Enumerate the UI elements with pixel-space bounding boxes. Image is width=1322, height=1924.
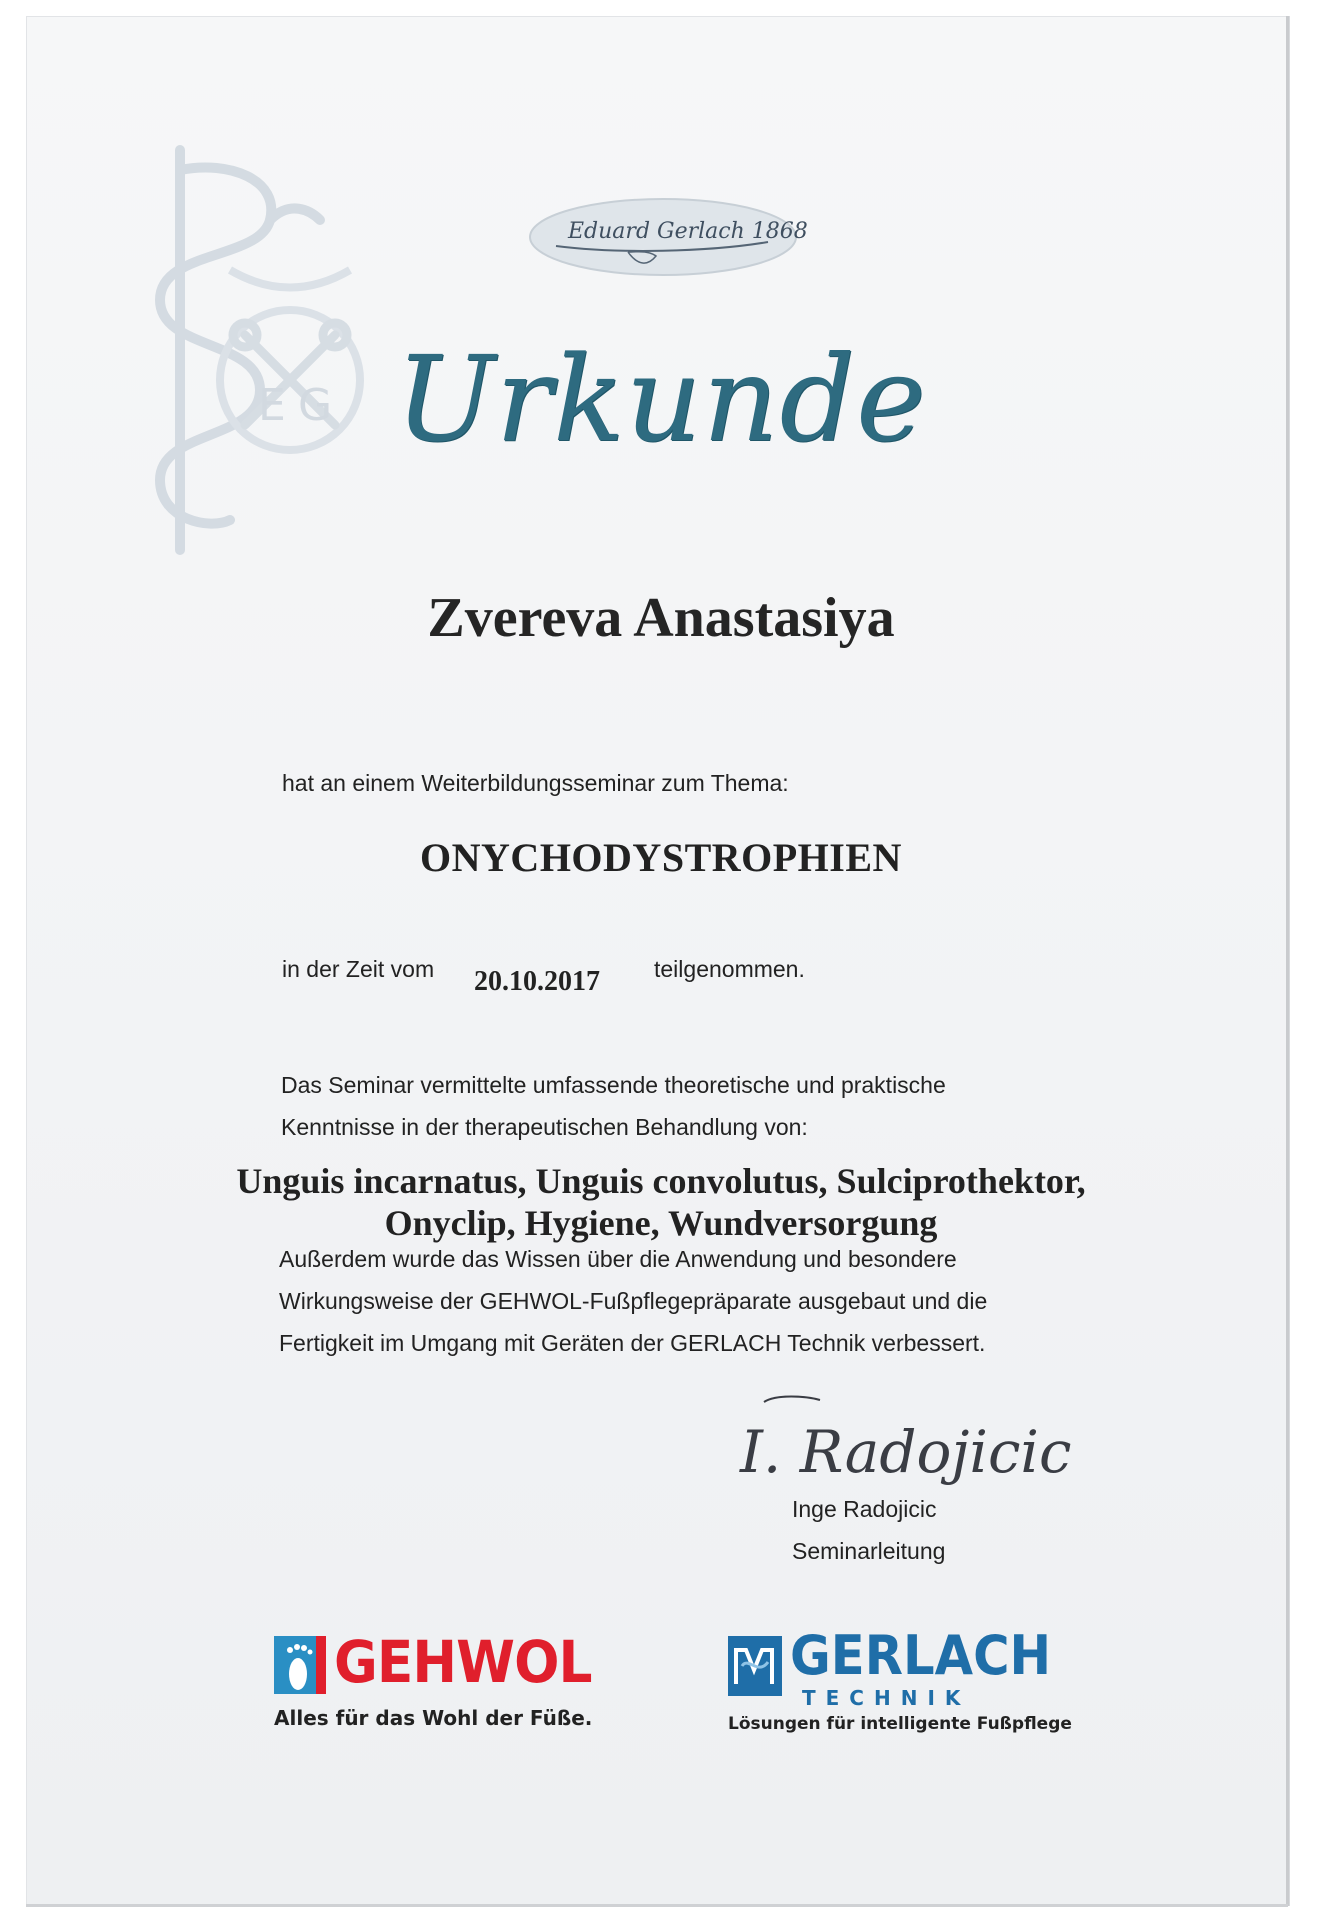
period-suffix: teilgenommen. <box>654 956 805 982</box>
gerlach-slogan: Lösungen für intelligente Fußpflege <box>728 1714 1072 1734</box>
treatment-topics-line-2: Onyclip, Hygiene, Wundversorgung <box>384 1203 938 1243</box>
gerlach-mark-icon <box>728 1636 782 1696</box>
seal-caption: Eduard Gerlach 1868 <box>568 219 808 244</box>
signer-role: Seminarleitung <box>792 1538 946 1564</box>
description-line-5: Fertigkeit im Umgang mit Geräten der GERLACH Technik verbessert. <box>279 1330 986 1356</box>
description-line-4: Wirkungsweise der GEHWOL-Fußpflegepräparate ausgebaut und die <box>279 1288 988 1314</box>
gehwol-wordmark: GEHWOL <box>334 1628 592 1696</box>
gerlach-logo <box>728 1624 1072 1734</box>
description-line-2: Kenntnisse in der therapeutischen Behandlung von: <box>281 1114 808 1140</box>
certificate-title: Urkunde <box>395 330 927 468</box>
intro-line: hat an einem Weiterbildungsseminar zum Thema: <box>282 770 789 796</box>
emblem-letter-e: E <box>258 380 286 431</box>
description-line-3: Außerdem wurde das Wissen über die Anwendung und besondere <box>279 1246 957 1272</box>
seminar-topic: ONYCHODYSTROPHIEN <box>420 835 902 880</box>
signer-name: Inge Radojicic <box>792 1496 937 1522</box>
recipient-name: Zvereva Anastasiya <box>427 587 895 649</box>
signature <box>736 1392 1072 1502</box>
paper-edge <box>1286 16 1289 1906</box>
description-line-1: Das Seminar vermittelte umfassende theoretische und praktische <box>281 1072 946 1098</box>
signature-handwriting: I. Radojicic <box>740 1418 1072 1486</box>
gerlach-technik-label: TECHNIK <box>802 1686 971 1710</box>
emblem-letter-g: G <box>298 380 333 431</box>
gerlach-wordmark: GERLACH <box>790 1624 1052 1687</box>
founder-seal <box>528 196 808 278</box>
gehwol-slogan: Alles für das Wohl der Füße. <box>274 1706 593 1730</box>
seminar-date: 20.10.2017 <box>474 966 600 997</box>
period-prefix: in der Zeit vom <box>282 956 435 982</box>
gehwol-logo <box>274 1628 593 1730</box>
paper-edge-bottom <box>26 1904 1288 1907</box>
treatment-topics-line-1: Unguis incarnatus, Unguis convolutus, Sulciprothektor, <box>236 1161 1086 1201</box>
footprint-icon <box>274 1636 326 1694</box>
